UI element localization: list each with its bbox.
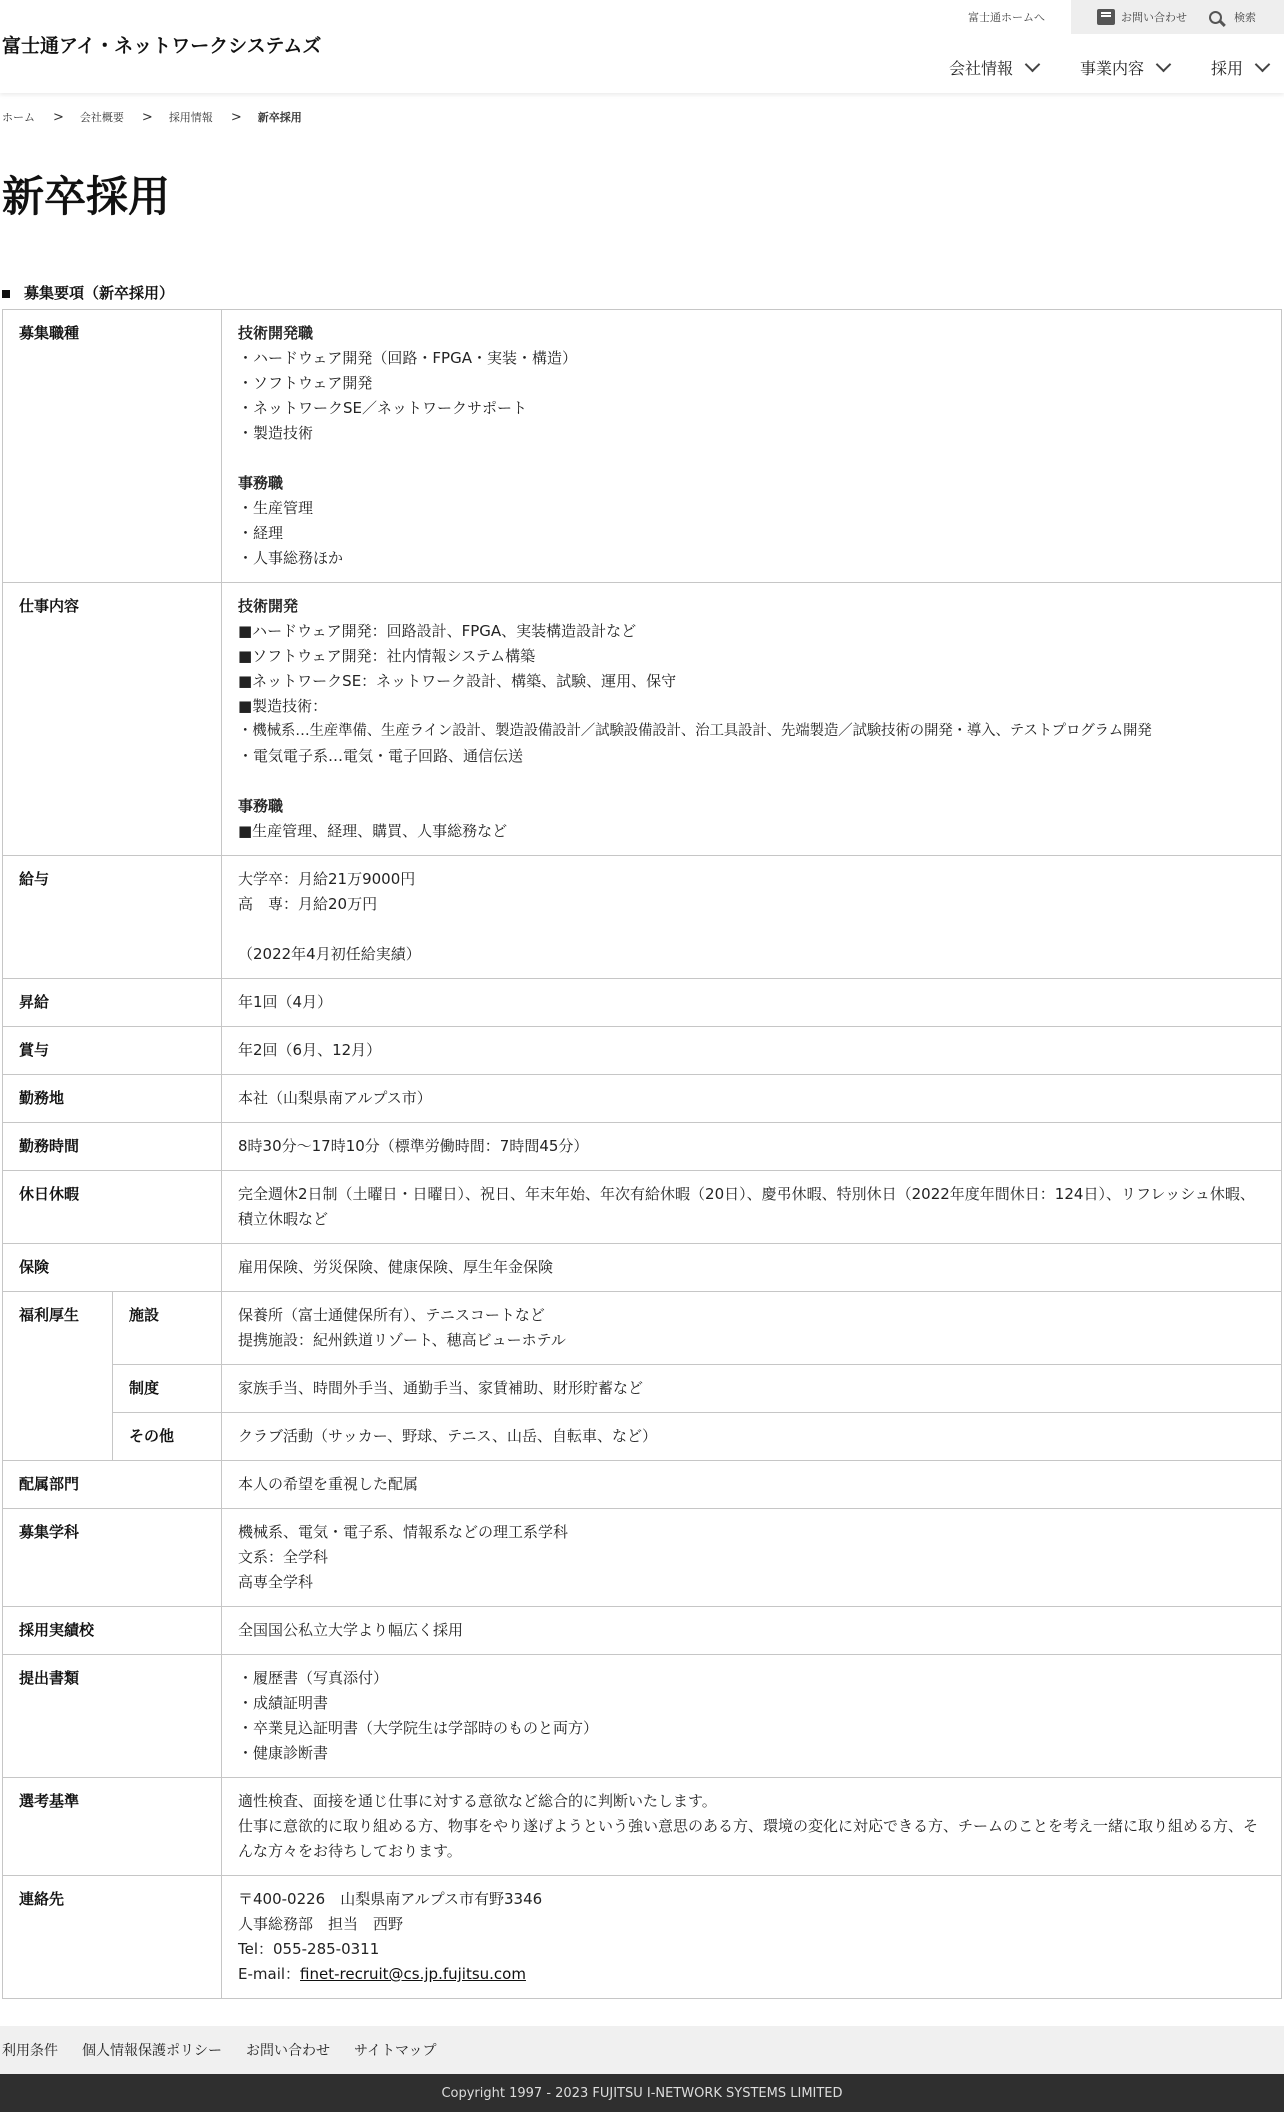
table-row <box>3 310 1282 583</box>
footer-link-sitemap[interactable]: サイトマップ <box>354 2043 437 2059</box>
row-value: 全国国公私立大学より幅広く採用 <box>222 1607 1282 1655</box>
row-value <box>222 1778 1282 1876</box>
search-button[interactable] <box>1209 9 1256 25</box>
row-label: 保険 <box>3 1244 222 1292</box>
value-line: 事務職 <box>238 797 284 815</box>
copyright: Copyright 1997 - 2023 FUJITSU I-NETWORK SYSTEMS LIMITED <box>0 2074 1284 2112</box>
row-label: 採用実績校 <box>3 1607 222 1655</box>
table-row <box>3 856 1282 979</box>
row-value: 本社（山梨県南アルプス市） <box>222 1075 1282 1123</box>
search-icon <box>1209 11 1222 24</box>
value-line: 仕事に意欲的に取り組める方、物事をやり遂げようという強い意思のある方、環境の変化に対応できる方、チームのことを考え一緒に取り組める方、そんな方々をお待ちしております。 <box>238 1817 1259 1860</box>
utility-box <box>1071 0 1284 34</box>
table-row <box>3 1461 1282 1509</box>
value-line <box>238 446 1265 471</box>
search-label: 検索 <box>1234 11 1256 24</box>
contact-label: お問い合わせ <box>1121 11 1187 24</box>
row-value: 8時30分～17時10分（標準労働時間：7時間45分） <box>222 1123 1282 1171</box>
value-line: ・製造技術 <box>238 424 314 442</box>
breadcrumb-separator: > <box>141 109 153 125</box>
requirements-table <box>2 309 1282 1999</box>
sub-row-label: 施設 <box>113 1292 222 1365</box>
value-line: ・成績証明書 <box>238 1694 329 1712</box>
email-prefix: E-mail： <box>238 1965 301 1983</box>
value-line: ・履歴書（写真添付） <box>238 1669 389 1687</box>
row-value <box>222 583 1282 856</box>
value-line: 〒400-0226 山梨県南アルプス市有野3346 <box>238 1890 543 1908</box>
table-row <box>3 1655 1282 1778</box>
row-label: 給与 <box>3 856 222 979</box>
row-label: 勤務時間 <box>3 1123 222 1171</box>
row-label: 募集職種 <box>3 310 222 583</box>
row-value: 本人の希望を重視した配属 <box>222 1461 1282 1509</box>
table-row <box>3 1244 1282 1292</box>
value-line: 高 専：月給20万円 <box>238 895 378 913</box>
row-label: 配属部門 <box>3 1461 222 1509</box>
nav-business[interactable] <box>1060 56 1191 79</box>
chevron-down-icon <box>1156 57 1172 73</box>
value-line: 技術開発 <box>238 597 299 615</box>
footer-link-contact[interactable]: お問い合わせ <box>246 2043 330 2059</box>
row-value <box>222 1655 1282 1778</box>
table-row <box>3 1365 1282 1413</box>
value-line: ・機械系…生産準備、生産ライン設計、製造設備設計／試験設備設計、治工具設計、先端製造／試験技術の開発・導入、テストプログラム開発 <box>238 723 1152 739</box>
value-line: ・卒業見込証明書（大学院生は学部時のものと両方） <box>238 1719 599 1737</box>
table-row <box>3 1292 1282 1365</box>
table-row <box>3 1171 1282 1244</box>
footer-link-terms[interactable]: 利用条件 <box>2 2043 58 2059</box>
row-value <box>222 310 1282 583</box>
row-value: 年1回（4月） <box>222 979 1282 1027</box>
value-line: ■生産管理、経理、購買、人事総務など <box>238 822 508 840</box>
breadcrumb-company[interactable]: 会社概要 <box>79 111 124 124</box>
value-line: ・ソフトウェア開発 <box>238 374 373 392</box>
value-line: ・ネットワークSE／ネットワークサポート <box>238 399 528 417</box>
row-label: 募集学科 <box>3 1509 222 1607</box>
breadcrumb <box>2 109 302 125</box>
value-line: 人事総務部 担当 西野 <box>238 1915 404 1933</box>
row-label: 昇給 <box>3 979 222 1027</box>
fujitsu-home-link[interactable]: 富士通ホームへ <box>968 11 1045 24</box>
row-value: 家族手当、時間外手当、通勤手当、家賃補助、財形貯蓄など <box>222 1365 1282 1413</box>
value-line: 機械系、電気・電子系、情報系などの理工系学科 <box>238 1523 569 1541</box>
square-bullet-icon <box>2 290 10 298</box>
table-row <box>3 1509 1282 1607</box>
value-line: Tel：055-285-0311 <box>238 1940 380 1958</box>
row-value: クラブ活動（サッカー、野球、テニス、山岳、自転車、など） <box>222 1413 1282 1461</box>
section-title-text: 募集要項（新卒採用） <box>24 284 175 302</box>
breadcrumb-separator: > <box>53 109 64 125</box>
table-row <box>3 1027 1282 1075</box>
value-line <box>238 769 1265 794</box>
table-row <box>3 1413 1282 1461</box>
section-title <box>2 282 174 303</box>
row-label: 選考基準 <box>3 1778 222 1876</box>
sub-row-label: 制度 <box>113 1365 222 1413</box>
chat-icon <box>1097 9 1115 25</box>
value-line: ■ハードウェア開発：回路設計、FPGA、実装構造設計など <box>238 622 637 640</box>
row-value <box>222 1292 1282 1365</box>
value-line: 高専全学科 <box>238 1573 314 1591</box>
table-row <box>3 979 1282 1027</box>
value-line: ・電気電子系…電気・電子回路、通信伝送 <box>238 747 524 765</box>
row-value <box>222 1876 1282 1999</box>
page-title: 新卒採用 <box>2 172 171 221</box>
value-line <box>238 1962 1265 1987</box>
breadcrumb-current: 新卒採用 <box>257 111 302 124</box>
row-value <box>222 1509 1282 1607</box>
footer-link-privacy[interactable]: 個人情報保護ポリシー <box>82 2043 222 2059</box>
value-line: 技術開発職 <box>238 324 314 342</box>
email-link[interactable]: finet-recruit@cs.jp.fujitsu.com <box>300 1965 526 1983</box>
value-line: ・ハードウェア開発（回路・FPGA・実装・構造） <box>238 349 577 367</box>
row-label: 仕事内容 <box>3 583 222 856</box>
value-line <box>238 917 1265 942</box>
value-line: ・経理 <box>238 524 284 542</box>
row-label: 福利厚生 <box>3 1292 113 1461</box>
row-label: 賞与 <box>3 1027 222 1075</box>
value-line: ・健康診断書 <box>238 1744 329 1762</box>
utility-bar <box>968 0 1284 34</box>
value-line: 適性検査、面接を通じ仕事に対する意欲など総合的に判断いたします。 <box>238 1792 717 1810</box>
breadcrumb-home[interactable]: ホーム <box>2 111 35 124</box>
breadcrumb-separator: > <box>230 109 242 125</box>
value-line: 文系：全学科 <box>238 1548 329 1566</box>
nav-label: 会社情報 <box>948 59 1013 78</box>
nav-company-info[interactable] <box>929 56 1060 79</box>
table-row <box>3 1607 1282 1655</box>
value-line: ■製造技術： <box>238 697 328 715</box>
row-value: 雇用保険、労災保険、健康保険、厚生年金保険 <box>222 1244 1282 1292</box>
value-line: 大学卒：月給21万9000円 <box>238 870 416 888</box>
breadcrumb-recruit[interactable]: 採用情報 <box>168 111 213 124</box>
table-row <box>3 1778 1282 1876</box>
table-row <box>3 1876 1282 1999</box>
row-label: 勤務地 <box>3 1075 222 1123</box>
chevron-down-icon <box>1255 57 1271 73</box>
table-row <box>3 583 1282 856</box>
value-line: 事務職 <box>238 474 284 492</box>
footer-links <box>0 2026 1284 2074</box>
table-row <box>3 1075 1282 1123</box>
value-line: ・人事総務ほか <box>238 549 344 567</box>
nav-label: 採用 <box>1210 59 1243 78</box>
row-value: 年2回（6月、12月） <box>222 1027 1282 1075</box>
row-label: 休日休暇 <box>3 1171 222 1244</box>
chevron-down-icon <box>1025 57 1041 73</box>
main-nav <box>929 56 1284 79</box>
value-line: ・生産管理 <box>238 499 314 517</box>
nav-label: 事業内容 <box>1079 59 1144 78</box>
value-line: （2022年4月初任給実績） <box>238 945 421 963</box>
row-value <box>222 856 1282 979</box>
row-label: 連絡先 <box>3 1876 222 1999</box>
contact-link[interactable] <box>1097 9 1187 25</box>
value-line: 保養所（富士通健保所有）、テニスコートなど <box>238 1306 545 1324</box>
value-line: ■ネットワークSE：ネットワーク設計、構築、試験、運用、保守 <box>238 672 677 690</box>
value-line: 提携施設：紀州鉄道リゾート、穂高ビューホテル <box>238 1331 566 1349</box>
sub-row-label: その他 <box>113 1413 222 1461</box>
site-logo[interactable]: 富士通アイ・ネットワークシステムズ <box>2 35 322 57</box>
row-label: 提出書類 <box>3 1655 222 1778</box>
value-line: ■ソフトウェア開発：社内情報システム構築 <box>238 647 536 665</box>
site-header <box>0 0 1284 93</box>
nav-recruit[interactable] <box>1191 56 1284 79</box>
row-value: 完全週休2日制（土曜日・日曜日）、祝日、年末年始、年次有給休暇（20日）、慶弔休暇、特別休日（2022年度年間休日：124日）、リフレッシュ休暇、積立休暇など <box>222 1171 1282 1244</box>
table-row <box>3 1123 1282 1171</box>
